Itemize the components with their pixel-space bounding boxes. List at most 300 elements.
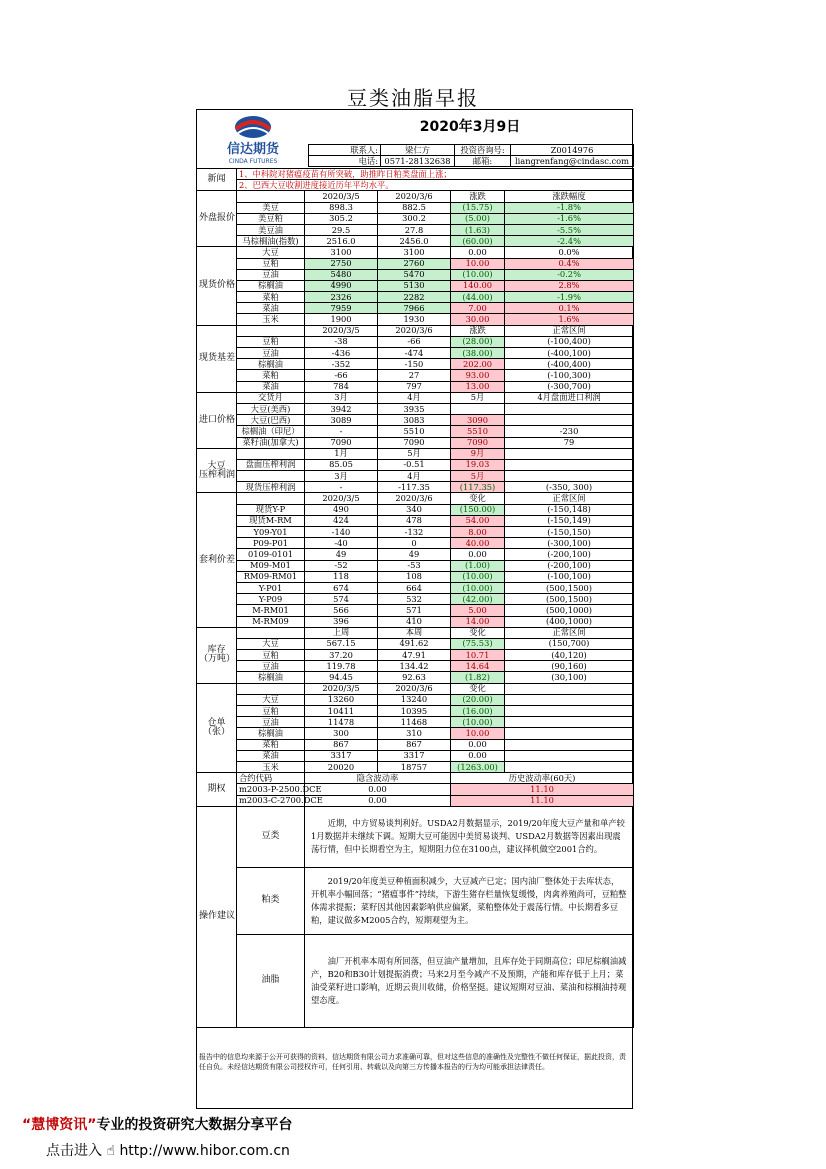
- table-cell: 5130: [378, 280, 451, 291]
- table-cell: -52: [305, 560, 378, 571]
- footer-link-line[interactable]: [46, 1140, 290, 1160]
- table-cell: 7090: [305, 437, 378, 448]
- table-cell: 3083: [378, 415, 451, 426]
- table-cell: -0.2%: [505, 269, 634, 280]
- advice-row: [197, 934, 634, 1027]
- table-row: [197, 247, 634, 258]
- row-label: [237, 325, 305, 336]
- table-row: [197, 594, 634, 605]
- table-cell: 涨跌幅度: [505, 191, 634, 202]
- table-cell: [505, 717, 634, 728]
- table-cell: 424: [305, 515, 378, 526]
- table-cell: 2282: [378, 292, 451, 303]
- table-row: [197, 706, 634, 717]
- table-cell: 3月: [305, 471, 378, 482]
- table-cell: 0.00: [451, 750, 505, 761]
- table-row: [197, 236, 634, 247]
- row-label: 大豆: [237, 247, 305, 258]
- row-label: 豆粕: [237, 650, 305, 661]
- table-cell: 310: [378, 728, 451, 739]
- table-cell: 108: [378, 571, 451, 582]
- warrant-section-label: [197, 683, 237, 773]
- advice-row: [197, 806, 634, 867]
- row-label: 豆粕: [237, 706, 305, 717]
- table-cell: (15.75): [451, 202, 505, 213]
- table-row: [197, 403, 634, 414]
- advice-category: 油脂: [237, 934, 305, 1027]
- table-row: [197, 515, 634, 526]
- table-cell: 14.00: [451, 616, 505, 627]
- table-cell: 20020: [305, 761, 378, 772]
- table-cell: 3935: [378, 403, 451, 414]
- table-cell: 7.00: [451, 303, 505, 314]
- table-cell: 3月: [305, 392, 378, 403]
- table-cell: [505, 403, 634, 414]
- company-logo: [198, 111, 308, 167]
- table-cell: 0.00: [451, 549, 505, 560]
- table-cell: 4990: [305, 280, 378, 291]
- table-row: [197, 258, 634, 269]
- table-cell: 2.8%: [505, 280, 634, 291]
- table-cell: 3100: [305, 247, 378, 258]
- table-cell: (10.00): [451, 717, 505, 728]
- table-cell: 4月: [378, 471, 451, 482]
- table-cell: (30,100): [505, 672, 634, 683]
- row-label: 菜油: [237, 750, 305, 761]
- advice-text: 2019/20年度美豆种植面积减少，大豆减产已定；国内油厂整体处于去库状态，开机率小幅回落；“猪瘟事件”持续，下游生猪存栏量恢复缓慢，肉禽养殖尚可，豆粕整体需求提振；菜籽因其他因素影响供应偏紧，菜粕整体处于震荡行情。中长期看多豆粕，建议做多M2005合约，短期观望为主。: [305, 867, 634, 934]
- contact-value: 梁仁方: [381, 145, 455, 156]
- table-row: [197, 415, 634, 426]
- advice-text: 近期，中方贸易谈判利好。USDA2月数据显示，2019/20年度大豆产量和单产较1月数据并未继续下调。短期大豆可能因中美贸易谈判、USDA2月数据等因素出现震荡行情，但中长期看空为主，短期阻力位在3100点，建议择机做空2001合约。: [305, 806, 634, 867]
- hand-pointer-icon: ☝: [106, 1143, 115, 1159]
- table-row: [197, 426, 634, 437]
- warrant-label-line: 仓单: [207, 717, 226, 728]
- stock-label-line: （万吨）: [199, 654, 236, 665]
- row-label: 菜粕: [237, 739, 305, 750]
- table-row: [197, 750, 634, 761]
- table-row: [197, 773, 634, 784]
- table-cell: 11468: [378, 717, 451, 728]
- table-cell: [505, 706, 634, 717]
- table-cell: 1.6%: [505, 314, 634, 325]
- table-cell: (150,700): [505, 638, 634, 649]
- option-code: m2003-C-2700.DCE: [237, 795, 305, 806]
- table-cell: 10395: [378, 706, 451, 717]
- page-title: 豆类油脂早报: [347, 86, 479, 110]
- phone-value: 0571-28132638: [381, 156, 455, 167]
- table-cell: 2020/3/6: [378, 325, 451, 336]
- table-cell: 2750: [305, 258, 378, 269]
- table-cell: 0.00: [305, 795, 451, 806]
- row-label: 0109-0101: [237, 549, 305, 560]
- crush-label-line: 压榨利润: [199, 469, 236, 480]
- table-cell: -2.4%: [505, 236, 634, 247]
- row-label: [237, 448, 305, 459]
- table-row: [197, 694, 634, 705]
- table-cell: (-400,100): [505, 348, 634, 359]
- table-cell: [505, 739, 634, 750]
- row-label: 菜籽油(加拿大): [237, 437, 305, 448]
- row-label: 棕榈油: [237, 728, 305, 739]
- row-label: 菜油: [237, 303, 305, 314]
- row-label: 豆油: [237, 269, 305, 280]
- table-cell: (-200,100): [505, 549, 634, 560]
- crush-section-label: [197, 448, 237, 493]
- table-cell: 3100: [378, 247, 451, 258]
- table-cell: 0: [378, 538, 451, 549]
- table-cell: 2516.0: [305, 236, 378, 247]
- table-cell: 13260: [305, 694, 378, 705]
- table-row: [197, 672, 634, 683]
- table-cell: 3317: [305, 750, 378, 761]
- row-label: 现货M-RM: [237, 515, 305, 526]
- warrant-label-line: （张）: [202, 726, 230, 737]
- table-row: [197, 370, 634, 381]
- table-row: [197, 795, 634, 806]
- table-cell: 27.8: [378, 224, 451, 235]
- table-cell: -1.8%: [505, 202, 634, 213]
- advice-category: 粕类: [237, 867, 305, 934]
- table-cell: (-100,300): [505, 370, 634, 381]
- table-cell: 784: [305, 381, 378, 392]
- table-row: [197, 482, 634, 493]
- table-cell: [505, 761, 634, 772]
- table-cell: 10.71: [451, 650, 505, 661]
- table-cell: 1月: [305, 448, 378, 459]
- table-cell: 118: [305, 571, 378, 582]
- table-row: [197, 582, 634, 593]
- license-value: Z0014976: [511, 145, 634, 156]
- row-label: 美豆油: [237, 224, 305, 235]
- news-label: 新闻: [197, 169, 237, 191]
- table-cell: (-150,148): [505, 504, 634, 515]
- license-label: 投资咨询号:: [455, 145, 511, 156]
- table-cell: [505, 415, 634, 426]
- table-cell: 0.00: [451, 739, 505, 750]
- table-cell: [505, 728, 634, 739]
- footer-link[interactable]: http://www.hibor.com.cn: [119, 1143, 290, 1159]
- table-cell: -150: [378, 359, 451, 370]
- row-label: 豆油: [237, 348, 305, 359]
- table-cell: -132: [378, 527, 451, 538]
- table-row: [197, 650, 634, 661]
- row-label: 棕榈油: [237, 359, 305, 370]
- table-cell: 202.00: [451, 359, 505, 370]
- table-cell: 490: [305, 504, 378, 515]
- table-cell: 300.2: [378, 213, 451, 224]
- row-label: M-RM01: [237, 605, 305, 616]
- table-row: [197, 437, 634, 448]
- table-cell: 491.62: [378, 638, 451, 649]
- table-cell: -: [305, 426, 378, 437]
- table-cell: (-150,150): [505, 527, 634, 538]
- table-row: [197, 448, 634, 459]
- row-label: 盘面压榨利润: [237, 459, 305, 470]
- logo-subtext: CINDA FUTURES: [228, 158, 278, 165]
- table-cell: 0.0%: [505, 247, 634, 258]
- advice-text: 油厂开机率本周有所回落，但豆油产量增加，且库存处于同期高位；印尼棕榈油减产，B20和B30计划提振消费；马来2月至今减产不及预期，产能和库存低于上月；菜油受菜籽进口影响，近期云贵川收储，价格坚挺。建议短期对豆油、菜油和棕榈油持观望态度。: [305, 934, 634, 1027]
- table-cell: -1.6%: [505, 213, 634, 224]
- table-cell: 5月: [378, 448, 451, 459]
- table-cell: (10.00): [451, 582, 505, 593]
- email-label: 邮箱:: [455, 156, 511, 167]
- table-cell: (-100,400): [505, 336, 634, 347]
- stock-section-label: [197, 627, 237, 683]
- table-cell: 410: [378, 616, 451, 627]
- table-cell: 3317: [378, 750, 451, 761]
- table-cell: -140: [305, 527, 378, 538]
- table-cell: -38: [305, 336, 378, 347]
- table-cell: 10.00: [451, 728, 505, 739]
- table-row: [197, 638, 634, 649]
- advice-category: 豆类: [237, 806, 305, 867]
- row-label: [237, 683, 305, 694]
- table-cell: (40,120): [505, 650, 634, 661]
- table-cell: (-150,149): [505, 515, 634, 526]
- table-cell: 涨跌: [451, 191, 505, 202]
- table-cell: -40: [305, 538, 378, 549]
- table-cell: (150.00): [451, 504, 505, 515]
- table-cell: 5510: [378, 426, 451, 437]
- table-cell: 396: [305, 616, 378, 627]
- row-label: 豆油: [237, 661, 305, 672]
- row-label: 玉米: [237, 761, 305, 772]
- table-cell: [505, 448, 634, 459]
- table-cell: (38.00): [451, 348, 505, 359]
- table-cell: (60.00): [451, 236, 505, 247]
- table-cell: 13240: [378, 694, 451, 705]
- table-cell: 340: [378, 504, 451, 515]
- table-cell: 9月: [451, 448, 505, 459]
- table-row: [197, 683, 634, 694]
- table-cell: (500,1500): [505, 594, 634, 605]
- table-cell: 变化: [451, 493, 505, 504]
- table-row: [197, 538, 634, 549]
- table-cell: 本周: [378, 627, 451, 638]
- footer-brand-line: [22, 1114, 292, 1134]
- contact-label: 联系人:: [309, 145, 381, 156]
- table-cell: 10.00: [451, 258, 505, 269]
- table-cell: 5.00: [451, 605, 505, 616]
- table-cell: -474: [378, 348, 451, 359]
- table-cell: 898.3: [305, 202, 378, 213]
- table-cell: [505, 694, 634, 705]
- table-row: [197, 202, 634, 213]
- table-cell: 30.00: [451, 314, 505, 325]
- option-code: 合约代码: [237, 773, 305, 784]
- table-row: [197, 348, 634, 359]
- table-cell: 47.91: [378, 650, 451, 661]
- table-row: [197, 213, 634, 224]
- news-item: 1、中科院对猪瘟疫苗有所突破，助推昨日粕类盘面上涨；: [237, 169, 634, 180]
- table-row: [197, 336, 634, 347]
- table-row: [197, 280, 634, 291]
- table-cell: 8.00: [451, 527, 505, 538]
- option-code: m2003-P-2500.DCE: [237, 784, 305, 795]
- table-cell: 5480: [305, 269, 378, 280]
- row-label: 豆粕: [237, 258, 305, 269]
- row-label: Y-P09: [237, 594, 305, 605]
- table-row: [197, 527, 634, 538]
- table-cell: 2020/3/5: [305, 493, 378, 504]
- row-label: [237, 471, 305, 482]
- row-label: [237, 191, 305, 202]
- table-cell: 0.00: [451, 247, 505, 258]
- table-cell: 567.15: [305, 638, 378, 649]
- table-cell: 1930: [378, 314, 451, 325]
- table-cell: 变化: [451, 683, 505, 694]
- row-label: M09-M01: [237, 560, 305, 571]
- row-label: RM09-RM01: [237, 571, 305, 582]
- row-label: [237, 627, 305, 638]
- table-cell: 2020/3/6: [378, 683, 451, 694]
- table-cell: 10411: [305, 706, 378, 717]
- table-cell: (1.00): [451, 560, 505, 571]
- table-cell: 2326: [305, 292, 378, 303]
- logo-text: 信达期货: [226, 142, 280, 157]
- table-row: [197, 784, 634, 795]
- table-row: [197, 191, 634, 202]
- table-cell: (5.00): [451, 213, 505, 224]
- table-cell: 29.5: [305, 224, 378, 235]
- row-label: M-RM09: [237, 616, 305, 627]
- table-row: [197, 504, 634, 515]
- table-cell: 1900: [305, 314, 378, 325]
- row-label: 大豆: [237, 694, 305, 705]
- table-cell: 92.63: [378, 672, 451, 683]
- table-row: [197, 761, 634, 772]
- row-label: 玉米: [237, 314, 305, 325]
- table-cell: 27: [378, 370, 451, 381]
- table-cell: [505, 750, 634, 761]
- table-cell: (117.35): [451, 482, 505, 493]
- table-row: [197, 728, 634, 739]
- table-cell: 4月: [378, 392, 451, 403]
- table-cell: 140.00: [451, 280, 505, 291]
- table-cell: 历史波动率(60天): [451, 773, 634, 784]
- table-cell: 93.00: [451, 370, 505, 381]
- table-cell: 5月: [451, 392, 505, 403]
- table-cell: 3942: [305, 403, 378, 414]
- row-label: 豆粕: [237, 336, 305, 347]
- row-label: 大豆: [237, 638, 305, 649]
- table-row: [197, 616, 634, 627]
- footer-slogan: 专业的投资研究大数据分享平台: [96, 1117, 293, 1133]
- table-cell: 54.00: [451, 515, 505, 526]
- table-cell: 上周: [305, 627, 378, 638]
- row-label: 美豆: [237, 202, 305, 213]
- table-cell: (28.00): [451, 336, 505, 347]
- table-row: [197, 303, 634, 314]
- table-cell: -5.5%: [505, 224, 634, 235]
- table-cell: 571: [378, 605, 451, 616]
- table-cell: (1263.00): [451, 761, 505, 772]
- table-cell: 664: [378, 582, 451, 593]
- table-cell: -1.9%: [505, 292, 634, 303]
- table-cell: (1.82): [451, 672, 505, 683]
- row-label: 交货月: [237, 392, 305, 403]
- disclaimer-text: 报告中的信息均来源于公开可获得的资料，信达期货有限公司力求准确可靠，但对这些信息的准确性及完整性不做任何保证，据此投资，责任自负。未经信达期货有限公司授权许可，任何引用、转载以及向第三方传播本报告的行为均可能承担法律责任。: [199, 1053, 626, 1071]
- table-cell: (1.63): [451, 224, 505, 235]
- table-cell: 11.10: [451, 795, 634, 806]
- table-cell: 2020/3/5: [305, 191, 378, 202]
- row-label: Y-P01: [237, 582, 305, 593]
- row-label: [237, 493, 305, 504]
- table-cell: (42.00): [451, 594, 505, 605]
- table-row: [197, 269, 634, 280]
- email-value[interactable]: liangrenfang@cindasc.com: [511, 156, 634, 167]
- table-cell: 2760: [378, 258, 451, 269]
- table-row: [197, 605, 634, 616]
- table-cell: (-300,100): [505, 538, 634, 549]
- table-cell: (90,160): [505, 661, 634, 672]
- table-cell: 305.2: [305, 213, 378, 224]
- table-cell: 隐含波动率: [305, 773, 451, 784]
- table-row: [197, 224, 634, 235]
- row-label: 美豆粕: [237, 213, 305, 224]
- table-cell: 134.42: [378, 661, 451, 672]
- table-cell: 532: [378, 594, 451, 605]
- table-cell: 13.00: [451, 381, 505, 392]
- table-cell: (500,1500): [505, 582, 634, 593]
- table-cell: 40.00: [451, 538, 505, 549]
- table-cell: 478: [378, 515, 451, 526]
- table-cell: (75.53): [451, 638, 505, 649]
- table-cell: 7966: [378, 303, 451, 314]
- footer-brand: “慧博资讯”: [22, 1117, 97, 1133]
- table-cell: 11478: [305, 717, 378, 728]
- row-label: 菜粕: [237, 370, 305, 381]
- row-label: Y09-Y01: [237, 527, 305, 538]
- news-item: 2、巴西大豆收割进度接近历年平均水平。: [237, 180, 634, 191]
- table-cell: (-300,700): [505, 381, 634, 392]
- table-row: [197, 549, 634, 560]
- table-cell: 882.5: [378, 202, 451, 213]
- table-cell: 正常区间: [505, 627, 634, 638]
- table-row: [197, 392, 634, 403]
- table-cell: -66: [378, 336, 451, 347]
- table-cell: 49: [305, 549, 378, 560]
- table-cell: [505, 683, 634, 694]
- report-date: 2020年3月9日: [308, 111, 632, 145]
- option-section-label: 期权: [197, 773, 237, 807]
- table-cell: 正常区间: [505, 493, 634, 504]
- table-cell: -230: [505, 426, 634, 437]
- import-section-label: 进口价格: [197, 392, 237, 448]
- advice-row: [197, 867, 634, 934]
- table-cell: -352: [305, 359, 378, 370]
- table-cell: 涨跌: [451, 325, 505, 336]
- table-cell: 5510: [451, 426, 505, 437]
- table-row: [197, 627, 634, 638]
- spot-section-label: 现货价格: [197, 247, 237, 325]
- table-row: [197, 314, 634, 325]
- table-cell: 变化: [451, 627, 505, 638]
- table-cell: 18757: [378, 761, 451, 772]
- table-cell: (500,1000): [505, 605, 634, 616]
- row-label: 现货压榨利润: [237, 482, 305, 493]
- table-cell: 7959: [305, 303, 378, 314]
- table-cell: 797: [378, 381, 451, 392]
- table-cell: -436: [305, 348, 378, 359]
- table-cell: 3089: [305, 415, 378, 426]
- table-cell: -66: [305, 370, 378, 381]
- row-label: 大豆(巴西): [237, 415, 305, 426]
- table-cell: (10.00): [451, 269, 505, 280]
- table-row: [197, 717, 634, 728]
- table-row: [197, 739, 634, 750]
- crush-label-line: 大豆: [207, 460, 226, 471]
